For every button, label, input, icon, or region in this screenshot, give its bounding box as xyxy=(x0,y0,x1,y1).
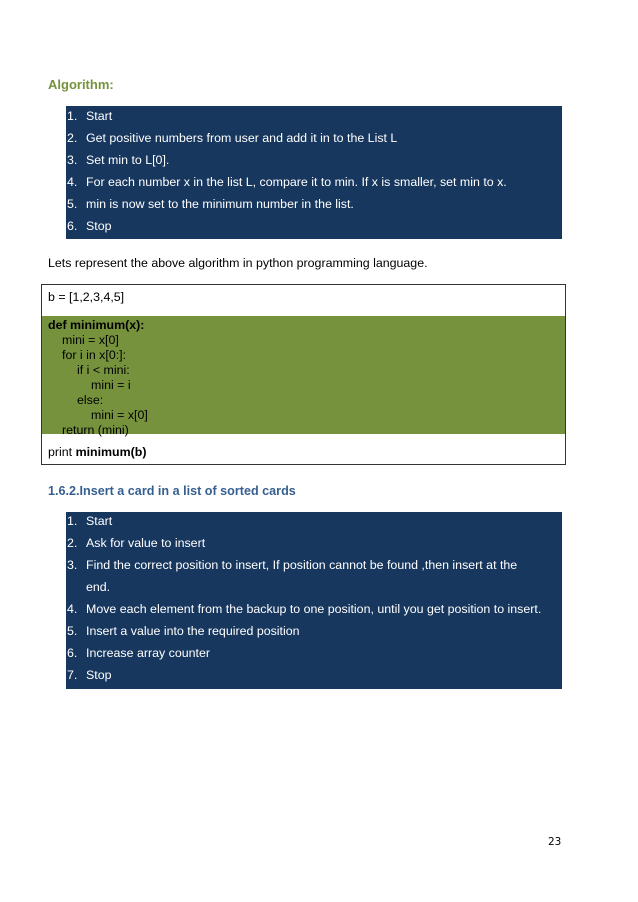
algorithm-heading: Algorithm: xyxy=(48,77,114,92)
section-heading: 1.6.2.Insert a card in a list of sorted cards xyxy=(48,484,296,498)
print-call: minimum(b) xyxy=(75,445,147,459)
step-number: 1. xyxy=(67,109,78,123)
code-function-area xyxy=(42,316,565,437)
algorithm-steps-box xyxy=(66,106,562,239)
code-line: for i in x[0:]: xyxy=(62,348,127,362)
step-number: 2. xyxy=(67,536,78,550)
intro-paragraph: Lets represent the above algorithm in python programming language. xyxy=(48,256,428,270)
step-number: 3. xyxy=(67,153,78,167)
step-number: 1. xyxy=(67,514,78,528)
code-line: if i < mini: xyxy=(77,363,130,377)
page-number: 23 xyxy=(548,836,562,848)
step-text: Start xyxy=(86,514,113,528)
step-number: 7. xyxy=(67,668,78,682)
step-text: Ask for value to insert xyxy=(86,536,206,550)
code-block xyxy=(41,284,566,465)
code-line-list: b = [1,2,3,4,5] xyxy=(48,290,125,304)
step-number: 6. xyxy=(67,219,78,233)
step-text: Find the correct position to insert, If position cannot be found ,then insert at the xyxy=(86,558,518,572)
print-keyword: print xyxy=(48,445,73,459)
step-text: Stop xyxy=(86,219,112,233)
step-number: 5. xyxy=(67,624,78,638)
step-number: 3. xyxy=(67,558,78,572)
code-line: mini = x[0] xyxy=(91,408,148,422)
code-line: mini = x[0] xyxy=(62,333,119,347)
step-text: Stop xyxy=(86,668,112,682)
step-number: 5. xyxy=(67,197,78,211)
step-text: Start xyxy=(86,109,113,123)
code-line: else: xyxy=(77,393,104,407)
card-steps-box xyxy=(66,512,562,689)
step-text: min is now set to the minimum number in the list. xyxy=(86,197,354,211)
step-text: For each number x in the list L, compare it to min. If x is smaller, set min to x. xyxy=(86,175,507,189)
code-line: return (mini) xyxy=(62,423,129,437)
code-line: mini = i xyxy=(91,378,131,392)
code-def-line: def minimum(x): xyxy=(48,318,145,332)
step-text: Insert a value into the required position xyxy=(86,624,300,638)
step-number: 4. xyxy=(67,175,78,189)
step-number: 6. xyxy=(67,646,78,660)
step-text: end. xyxy=(86,580,111,594)
step-number: 4. xyxy=(67,602,78,616)
code-print-line xyxy=(48,445,146,459)
step-text: Move each element from the backup to one position, until you get position to insert. xyxy=(86,602,542,616)
step-text: Set min to L[0]. xyxy=(86,153,170,167)
step-text: Get positive numbers from user and add it in to the List L xyxy=(86,131,398,145)
step-number: 2. xyxy=(67,131,78,145)
step-text: Increase array counter xyxy=(86,646,210,660)
